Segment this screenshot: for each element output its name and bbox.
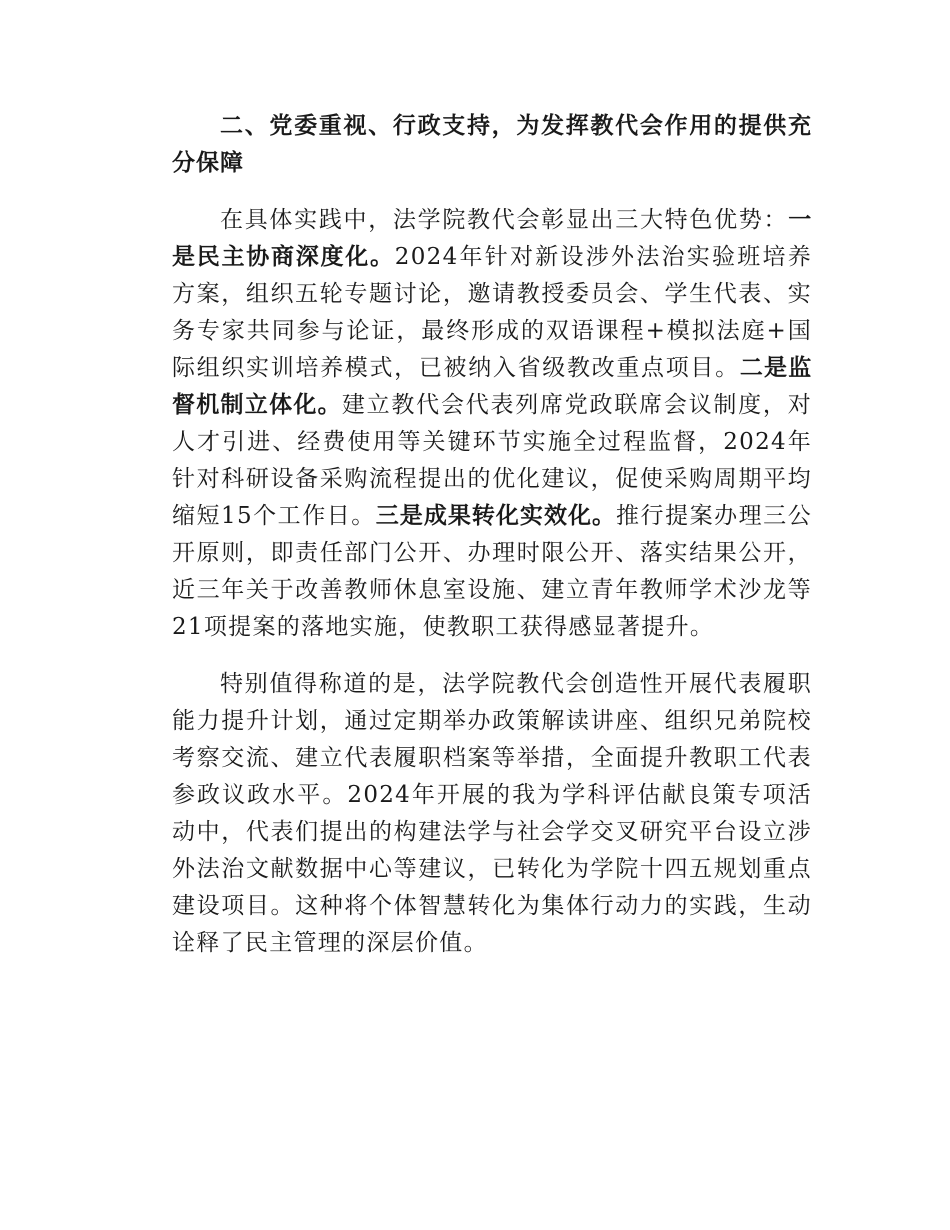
point-1-body: 2024年针对新设涉外法治实验班培养方案，组织五轮专题讨论，邀请教授委员会、学生代表、实务专家共同参与论证，最终形成的双语课程+模拟法庭+国际组织实训培养模式，已被纳入省级教改重点项目。 bbox=[172, 244, 813, 381]
point-2-title: 二是监督机制立体化。 bbox=[172, 355, 812, 418]
point-2-body: 建立教代会代表列席党政联席会议制度，对人才引进、经费使用等关键环节实施全过程监督，2024年针对科研设备采购流程提出的优化建议，促使采购周期平均缩短15个工作日。 bbox=[172, 392, 812, 529]
point-3-body: 推行提案办理三公开原则，即责任部门公开、办理时限公开、落实结果公开，近三年关于改善教师休息室设施、建立青年教师学术沙龙等21项提案的落地实施，使教职工获得感显著提升。 bbox=[172, 503, 813, 640]
paragraph-features bbox=[172, 202, 812, 646]
point-1-title: 一是民主协商深度化。 bbox=[172, 207, 812, 270]
paragraph-intro: 在具体实践中，法学院教代会彰显出三大特色优势： bbox=[220, 207, 789, 233]
point-3-title: 三是成果转化实效化。 bbox=[375, 503, 617, 529]
document-body bbox=[172, 108, 812, 982]
paragraph-capacity-building: 特别值得称道的是，法学院教代会创造性开展代表履职能力提升计划，通过定期举办政策解读讲座、组织兄弟院校考察交流、建立代表履职档案等举措，全面提升教职工代表参政议政水平。2024年开展的我为学科评估献良策专项活动中，代表们提出的构建法学与社会学交叉研究平台设立涉外法治文献数据中心等建议，已转化为学院十四五规划重点建设项目。这种将个体智慧转化为集体行动力的实践，生动诠释了民主管理的深层价值。 bbox=[172, 671, 812, 956]
section-heading: 二、党委重视、行政支持，为发挥教代会作用的提供充分保障 bbox=[172, 113, 812, 176]
